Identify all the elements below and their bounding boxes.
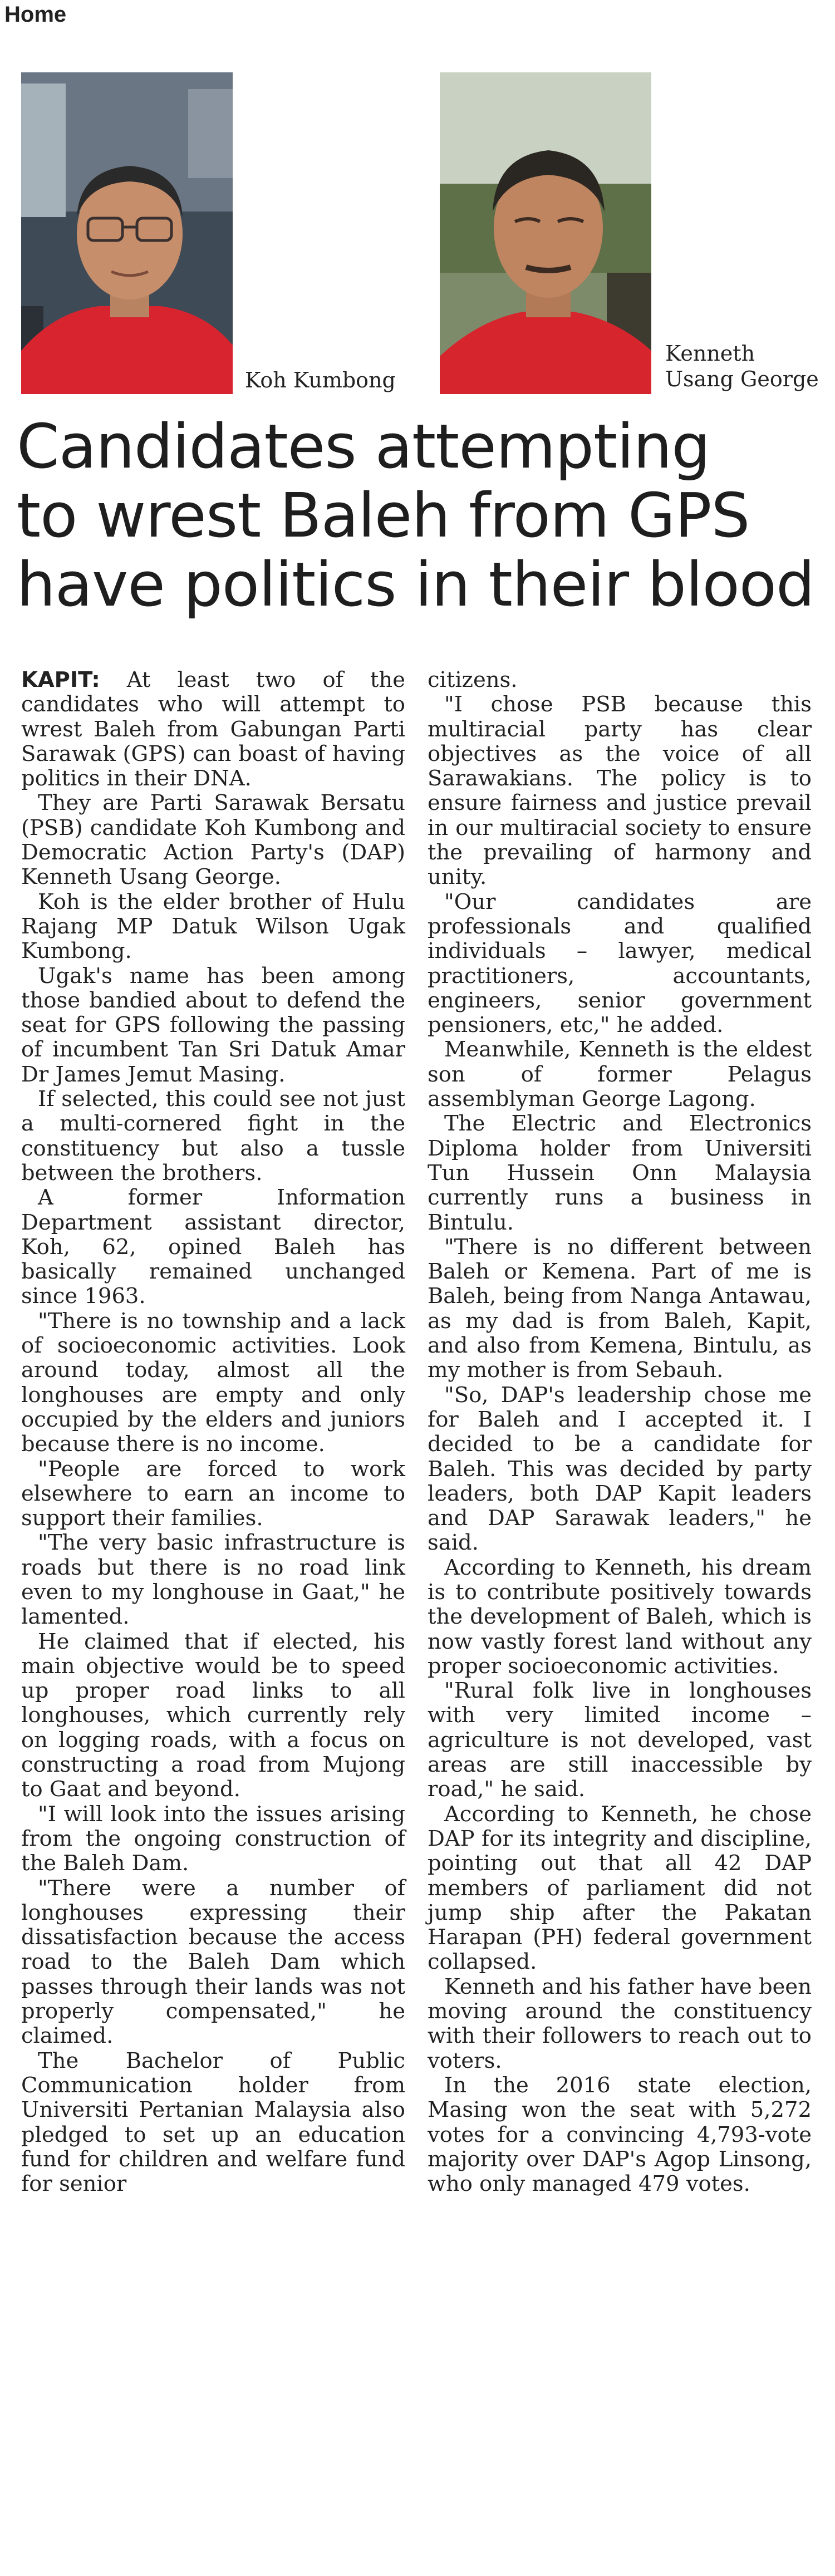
article-paragraph: He claimed that if elected, his main objective would be to speed up proper road links to all longhouses, which currently rely on logging roads, with a focus on constructing a road from Mujong to Gaat and beyond. — [21, 1629, 405, 1802]
article-paragraph: The Bachelor of Public Communication holder from Universiti Pertanian Malaysia also pledged to set up an education fund for children and welfare fund for senior — [21, 2048, 405, 2197]
photo-caption-kenneth-line-2: Usang George — [665, 367, 819, 391]
koh-kumbong-photo — [21, 72, 233, 394]
paragraph-text: At least two of the candidates who will attempt to wrest Baleh from Gabungan Parti Sarawak (GPS) can boast of having politics in their DNA. — [21, 667, 405, 792]
article-paragraph: If selected, this could see not just a multi-cornered fight in the constituency but also a tussle between the brothers. — [21, 1087, 405, 1186]
article-paragraph: Kenneth and his father have been moving around the constituency with their followers to reach out to voters. — [428, 1974, 812, 2073]
article-paragraph: "I chose PSB because this multiracial party has clear objectives as the voice of all Sarawakians. The policy is to ensure fairness and justice prevail in our multiracial society to ensure the prevailing of harmony and unity. — [428, 692, 812, 890]
article-paragraph: "There is no different between Baleh or Kemena. Part of me is Baleh, being from Nanga Antawau, as my dad is from Baleh, Kapit, and also from Kemena, Bintulu, as my mother is from Sebauh. — [428, 1234, 812, 1383]
article-paragraph: Ugak's name has been among those bandied about to defend the seat for GPS following the passing of incumbent Tan Sri Datuk Amar Dr James Jemut Masing. — [21, 963, 405, 1087]
article-paragraph: "There were a number of longhouses expressing their dissatisfaction because the access road to the Baleh Dam which passes through their lands was not properly compensated," he claimed. — [21, 1875, 405, 2049]
article-paragraph: According to Kenneth, his dream is to contribute positively towards the development of Baleh, which is now vastly forest land without any proper socioeconomic activities. — [428, 1555, 812, 1679]
article-column-left — [21, 668, 405, 2196]
article-column-right — [428, 668, 812, 2196]
headline — [17, 412, 829, 619]
headline-line-1: Candidates attempting — [17, 411, 710, 482]
article-paragraph: "The very basic infrastructure is roads but there is no road link even to my longhouse in Gaat," he lamented. — [21, 1530, 405, 1630]
article-paragraph: In the 2016 state election, Masing won the seat with 5,272 votes for a convincing 4,793-vote majority over DAP's Agop Linsong, who only managed 479 votes. — [428, 2072, 812, 2197]
kenneth-usang-george-photo — [440, 72, 651, 394]
article-paragraph: "There is no township and a lack of socioeconomic activities. Look around today, almost all the longhouses are empty and only occupied by the elders and juniors because there is no income. — [21, 1308, 405, 1457]
article-paragraph: Meanwhile, Kenneth is the eldest son of former Pelagus assemblyman George Lagong. — [428, 1037, 812, 1112]
article-paragraph: "So, DAP's leadership chose me for Baleh and I accepted it. I decided to be a candidate for Baleh. This was decided by party leaders, both DAP Kapit leaders and DAP Sarawak leaders," he said. — [428, 1382, 812, 1556]
article-paragraph: The Electric and Electronics Diploma holder from Universiti Tun Hussein Onn Malaysia currently runs a business in Bintulu. — [428, 1111, 812, 1235]
headline-line-2: to wrest Baleh from GPS — [17, 480, 750, 551]
article-paragraph: They are Parti Sarawak Bersatu (PSB) candidate Koh Kumbong and Democratic Action Party's (DAP) Kenneth Usang George. — [21, 790, 405, 890]
article-paragraph: "Rural folk live in longhouses with very limited income – agriculture is not developed, vast areas are still inaccessible by road," he said. — [428, 1678, 812, 1802]
article-paragraph: "I will look into the issues arising from the ongoing construction of the Baleh Dam. — [21, 1801, 405, 1876]
photo-caption-koh: Koh Kumbong — [245, 368, 396, 392]
article-paragraph: "Our candidates are professionals and qualified individuals – lawyer, medical practitioners, accountants, engineers, senior government pensioners, etc," he added. — [428, 889, 812, 1038]
article-paragraph — [21, 668, 405, 791]
photo-caption-kenneth-line-1: Kenneth — [665, 341, 755, 366]
photo-caption-kenneth — [665, 341, 819, 392]
section-label: Home — [4, 2, 67, 27]
headline-line-3: have politics in their blood — [17, 549, 814, 620]
article-paragraph: A former Information Department assistant director, Koh, 62, opined Baleh has basically remained unchanged since 1963. — [21, 1185, 405, 1309]
dateline: KAPIT: — [21, 667, 100, 692]
article-paragraph: citizens. — [428, 667, 518, 692]
article-paragraph: "People are forced to work elsewhere to earn an income to support their families. — [21, 1456, 405, 1531]
article-paragraph: Koh is the elder brother of Hulu Rajang MP Datuk Wilson Ugak Kumbong. — [21, 889, 405, 964]
article-paragraph: According to Kenneth, he chose DAP for its integrity and discipline, pointing out that all 42 DAP members of parliament did not jump ship after the Pakatan Harapan (PH) federal government collapsed. — [428, 1801, 812, 1975]
